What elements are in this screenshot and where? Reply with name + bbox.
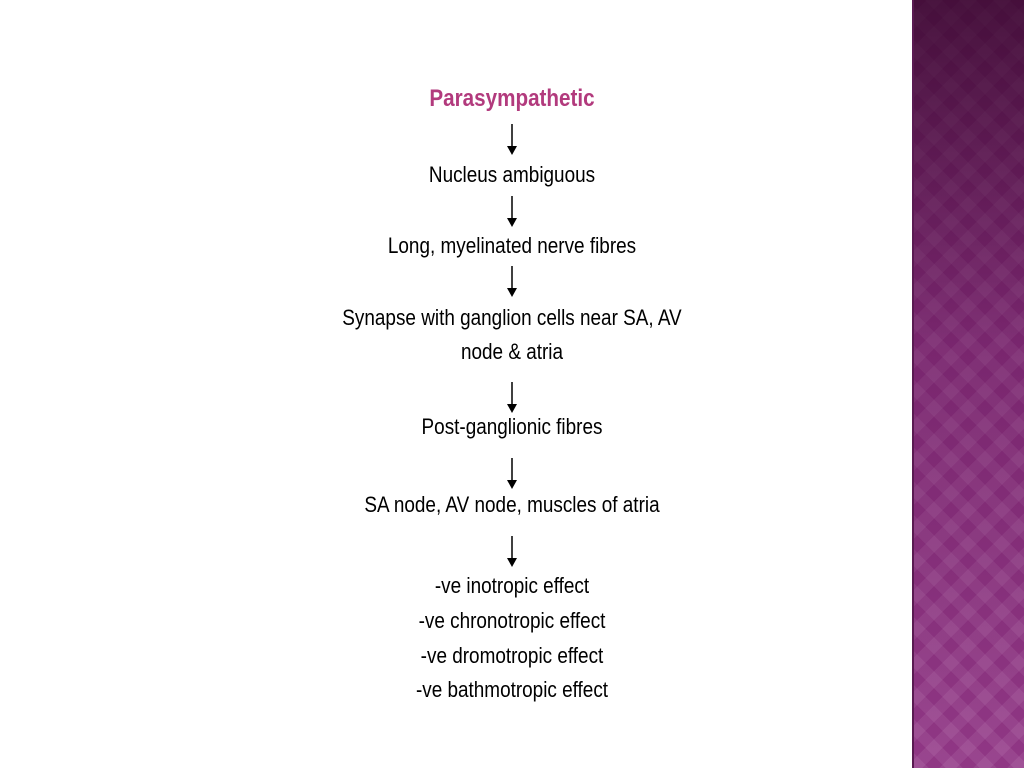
down-arrow-icon [504, 458, 520, 490]
decorative-side-panel [912, 0, 1024, 768]
side-panel-edge [912, 0, 914, 768]
flow-step-nerve-fibres: Long, myelinated nerve fibres [387, 233, 637, 258]
down-arrow-icon [504, 196, 520, 228]
effect-inotropic: -ve inotropic effect [434, 573, 590, 598]
effect-bathmotropic: -ve bathmotropic effect [415, 677, 609, 702]
effect-chronotropic: -ve chronotropic effect [418, 608, 606, 633]
effect-dromotropic: -ve dromotropic effect [420, 643, 604, 668]
flow-step-nucleus: Nucleus ambiguous [428, 162, 596, 187]
flow-step-targets: SA node, AV node, muscles of atria [364, 492, 660, 517]
down-arrow-icon [504, 536, 520, 568]
flow-title: Parasympathetic [429, 85, 595, 112]
flow-step-post-ganglionic: Post-ganglionic fibres [421, 414, 603, 439]
down-arrow-icon [504, 124, 520, 156]
flow-step-synapse: Synapse with ganglion cells near SA, AV node & atria [342, 305, 682, 364]
down-arrow-icon [504, 266, 520, 298]
